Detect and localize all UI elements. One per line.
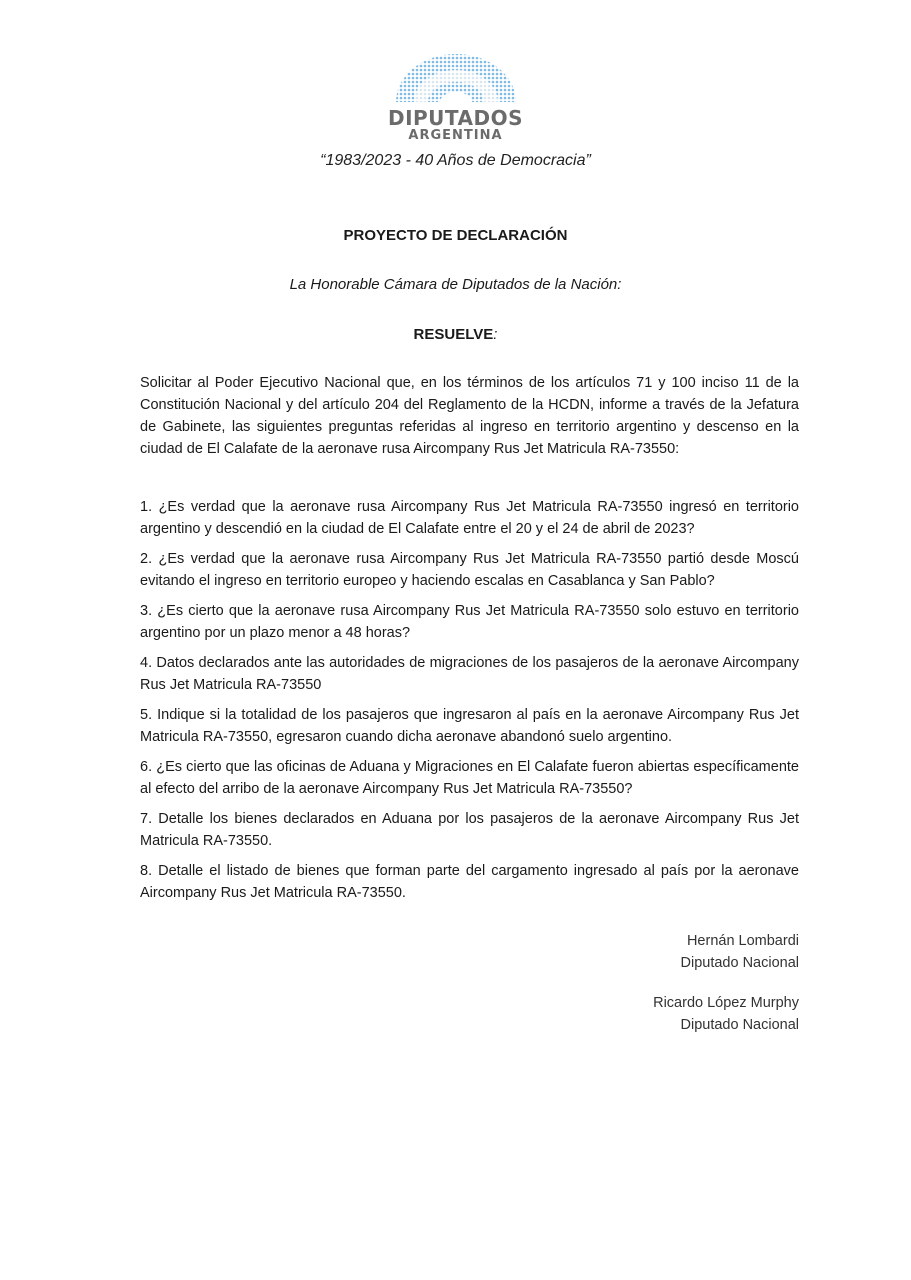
question-item: 3. ¿Es cierto que la aeronave rusa Aircompany Rus Jet Matricula RA-73550 solo estuvo en territorio argentino por un plazo menor a 48 horas? xyxy=(140,603,799,641)
document-type: PROYECTO DE DECLARACIÓN xyxy=(343,227,568,244)
resolve-label: RESUELVE xyxy=(413,326,494,343)
resolve-colon: : xyxy=(493,326,498,343)
questions-list xyxy=(140,496,799,912)
question-item: 7. Detalle los bienes declarados en Aduana por los pasajeros de la aeronave Aircompany Rus Jet Matricula RA-73550. xyxy=(140,811,799,849)
question-item: 8. Detalle el listado de bienes que forman parte del cargamento ingresado al país por la aeronave Aircompany Rus Jet Matricula RA-73550. xyxy=(140,863,799,901)
diputados-logo xyxy=(0,52,911,143)
question-item: 5. Indique si la totalidad de los pasajeros que ingresaron al país en la aeronave Aircompany Rus Jet Matricula RA-73550, egresaron cuando dicha aeronave abandonó suelo argentino. xyxy=(140,707,799,745)
resolve-heading xyxy=(0,326,911,343)
signature-block xyxy=(681,930,800,974)
logo-subtitle: ARGENTINA xyxy=(408,128,503,143)
logo-title: DIPUTADOS xyxy=(387,106,524,130)
signature-block xyxy=(653,992,799,1036)
signer-name: Hernán Lombardi xyxy=(686,933,799,949)
question-item: 6. ¿Es cierto que las oficinas de Aduana y Migraciones en El Calafate fueron abiertas específicamente al efecto del arribo de la aeronave Aircompany Rus Jet Matricula RA-73550? xyxy=(140,759,799,797)
hemicycle-icon xyxy=(391,52,521,104)
question-item: 4. Datos declarados ante las autoridades de migraciones de los pasajeros de la aeronave Aircompany Rus Jet Matricula RA-73550 xyxy=(140,655,799,693)
signer-name: Ricardo López Murphy xyxy=(653,995,799,1011)
signer-title: Diputado Nacional xyxy=(680,955,799,971)
chamber-heading: La Honorable Cámara de Diputados de la Nación: xyxy=(289,276,622,293)
question-item: 1. ¿Es verdad que la aeronave rusa Aircompany Rus Jet Matricula RA-73550 ingresó en territorio argentino y descendió en la ciudad de El Calafate entre el 20 y el 24 de abril de 2023? xyxy=(140,499,799,537)
signer-title: Diputado Nacional xyxy=(680,1017,799,1033)
question-item: 2. ¿Es verdad que la aeronave rusa Aircompany Rus Jet Matricula RA-73550 partió desde Moscú evitando el ingreso en territorio europeo y haciendo escalas en Casablanca y San Pablo? xyxy=(140,551,799,589)
motto: “1983/2023 - 40 Años de Democracia” xyxy=(320,152,591,169)
intro-paragraph: Solicitar al Poder Ejecutivo Nacional que, en los términos de los artículos 71 y 100 inciso 11 de la Constitución Nacional y del artículo 204 del Reglamento de la HCDN, informe a través de la Jefatura de Gabinete, las siguientes preguntas referidas al ingreso en territorio argentino y descenso en la ciudad de El Calafate de la aeronave rusa Aircompany Rus Jet Matricula RA-73550: xyxy=(140,375,799,457)
